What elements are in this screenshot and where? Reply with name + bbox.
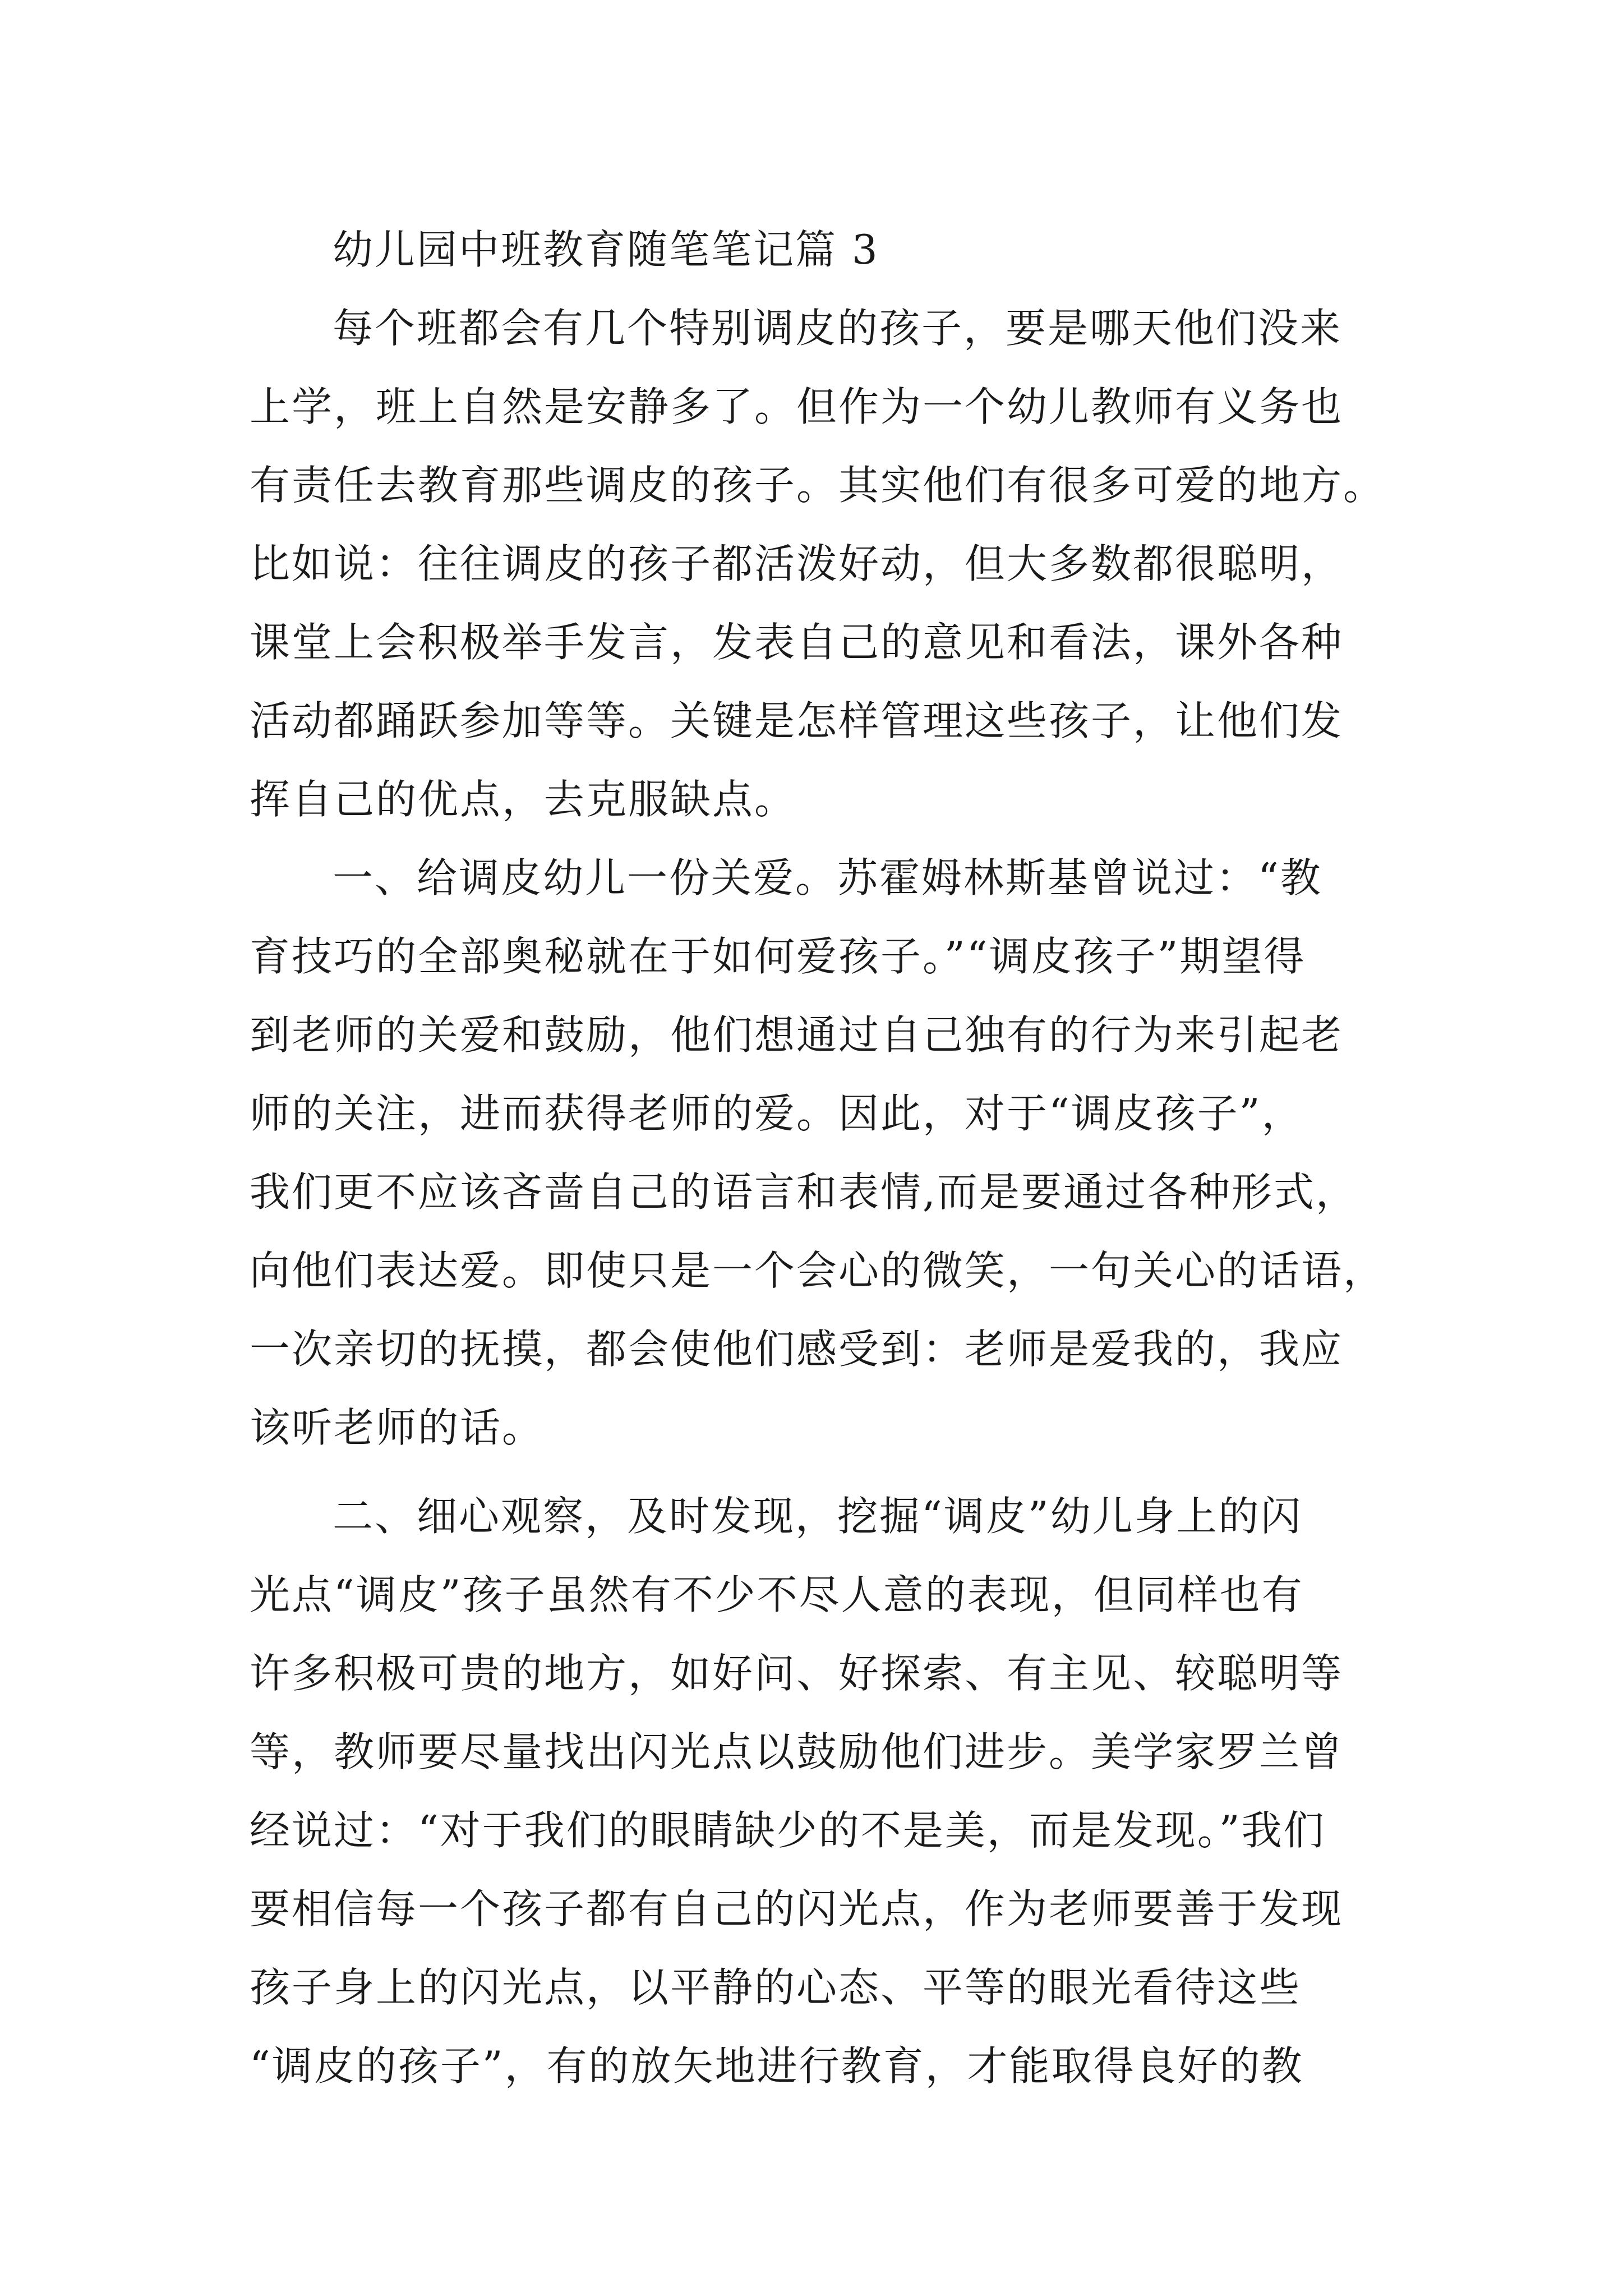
text-line: 挥自己的优点，去克服缺点。 [250,776,797,823]
paragraph-2 [250,839,1386,1467]
document-title: 幼儿园中班教育随笔笔记篇 3 [333,226,879,273]
text-line: 等，教师要尽量找出闪光点以鼓励他们进步。美学家罗兰曾 [250,1728,1344,1775]
text-line: 该听老师的话。 [250,1404,545,1451]
text-line: 光点“调皮”孩子虽然有不少不尽人意的表现，但同样也有 [250,1571,1304,1618]
text-line: 上学，班上自然是安静多了。但作为一个幼儿教师有义务也 [250,383,1344,430]
text-line: “调皮的孩子”，有的放矢地进行教育，才能取得良好的教 [250,2042,1304,2090]
text-line: 有责任去教育那些调皮的孩子。其实他们有很多可爱的地方。 [250,462,1386,509]
text-line: 许多积极可贵的地方，如好问、好探索、有主见、较聪明等 [250,1650,1344,1697]
text-line: 师的关注，进而获得老师的爱。因此，对于“调皮孩子”， [250,1090,1304,1137]
text-line: 到老师的关爱和鼓励，他们想通过自己独有的行为来引起老 [250,1011,1344,1059]
text-line: 育技巧的全部奥秘就在于如何爱孩子。”“调皮孩子”期望得 [250,933,1306,980]
text-line: 一次亲切的抚摸，都会使他们感受到：老师是爱我的，我应 [250,1326,1344,1373]
text-line: 课堂上会积极举手发言，发表自己的意见和看法，课外各种 [250,619,1344,666]
text-line: 要相信每一个孩子都有自己的闪光点，作为老师要善于发现 [250,1885,1344,1932]
text-line: 经说过：“对于我们的眼睛缺少的不是美，而是发现。”我们 [250,1807,1326,1854]
paragraph-1 [250,289,1386,839]
text-line: 活动都踊跃参加等等。关键是怎样管理这些孩子，让他们发 [250,697,1344,744]
text-line: 向他们表达爱。即使只是一个会心的微笑，一句关心的话语， [250,1247,1386,1294]
text-line: 每个班都会有几个特别调皮的孩子，要是哪天他们没来 [333,305,1343,352]
text-line: 二、细心观察，及时发现，挖掘“调皮”幼儿身上的闪 [333,1493,1303,1540]
text-line: 比如说：往往调皮的孩子都活泼好动，但大多数都很聪明， [250,540,1344,587]
text-line: 孩子身上的闪光点，以平静的心态、平等的眼光看待这些 [250,1964,1302,2011]
document-body [250,210,1386,2105]
paragraph-3 [250,1477,1377,2105]
text-line: 一、给调皮幼儿一份关爱。苏霍姆林斯基曾说过：“教 [333,854,1322,901]
text-line: 我们更不应该吝啬自己的语言和表情,而是要通过各种形式， [250,1168,1358,1216]
